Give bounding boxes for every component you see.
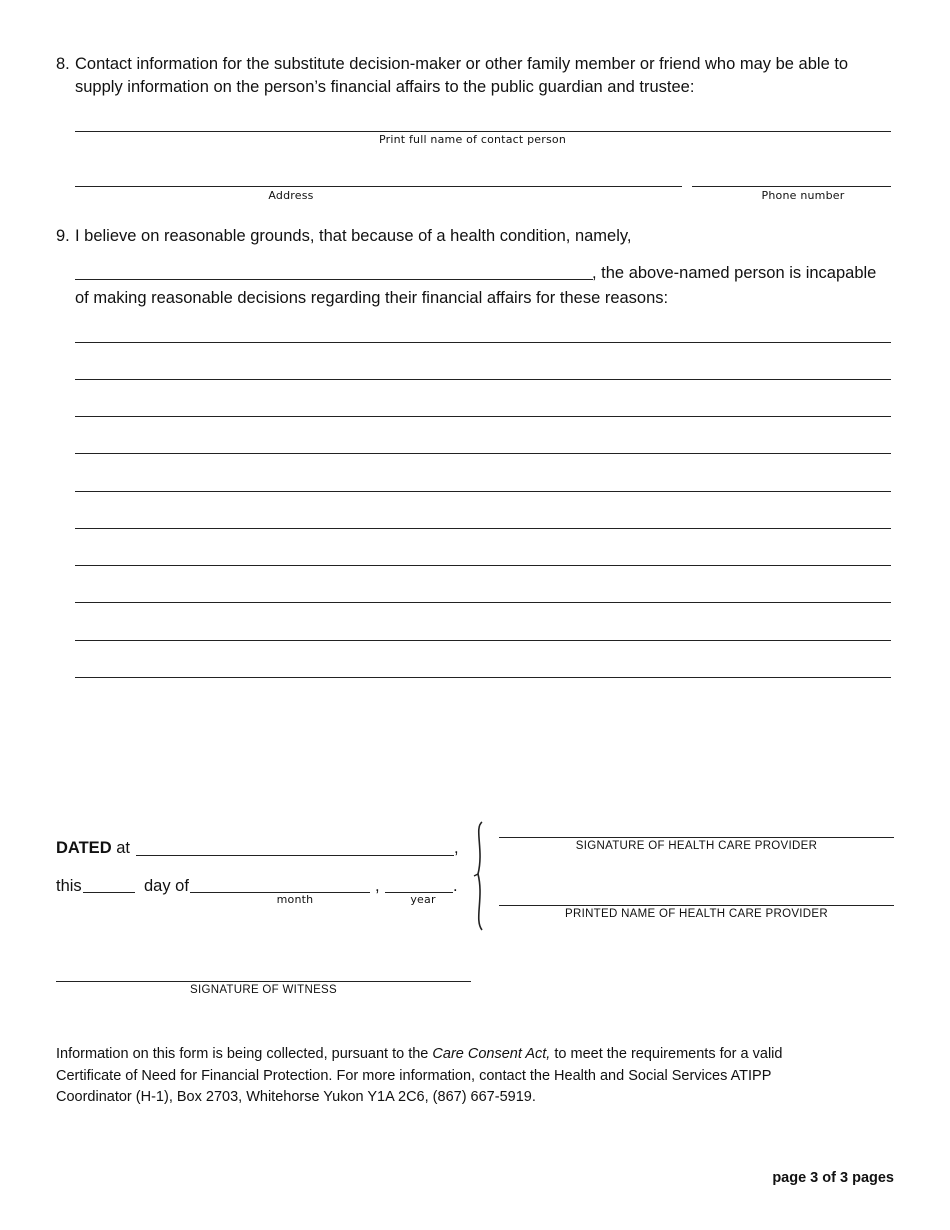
this-label: this [56,877,82,895]
dated-comma: , [454,839,459,857]
q9-number: 9. [56,227,70,245]
reason-line-8[interactable] [75,602,891,603]
q9-text-line3: of making reasonable decisions regarding their financial affairs for these reasons: [75,289,669,307]
reason-line-10[interactable] [75,677,891,678]
reason-line-7[interactable] [75,565,891,566]
q8-text-line1: Contact information for the substitute decision-maker or other family member or friend who may be able to [75,55,849,73]
month-label: month [276,893,314,906]
page-number: page 3 of 3 pages [772,1170,894,1186]
contact-name-label: Print full name of contact person [378,133,566,146]
notice-part1: Information on this form is being collected, pursuant to the [56,1046,433,1062]
privacy-notice [56,1044,782,1109]
health-condition-field[interactable] [75,279,593,280]
day-of-label: day of [144,877,189,895]
notice-line1 [56,1044,782,1066]
reason-line-4[interactable] [75,453,891,454]
dated-at: at [116,839,130,857]
notice-part2: to meet the requirements for a valid [550,1046,783,1062]
reason-line-1[interactable] [75,342,891,343]
q8-text-line2: supply information on the person’s financial affairs to the public guardian and trustee: [75,78,695,96]
contact-phone-field[interactable] [692,186,891,187]
brace-icon [470,820,490,932]
printed-name-label: PRINTED NAME OF HEALTH CARE PROVIDER [565,908,828,920]
reason-line-6[interactable] [75,528,891,529]
contact-address-field[interactable] [75,186,682,187]
reason-line-2[interactable] [75,379,891,380]
reason-line-5[interactable] [75,491,891,492]
dated-bold: DATED [56,839,112,857]
q8-number: 8. [56,55,70,73]
witness-signature-field[interactable] [56,981,471,982]
year-label: year [410,893,436,906]
q9-text-line1: I believe on reasonable grounds, that because of a health condition, namely, [75,227,632,245]
reason-line-9[interactable] [75,640,891,641]
month-comma: , [375,877,380,895]
dated-line [56,837,130,859]
notice-line2: Certificate of Need for Financial Protection. For more information, contact the Health and Social Services ATIPP [56,1067,772,1084]
dated-place-field[interactable] [136,855,454,856]
contact-address-label: Address [268,189,314,202]
year-period: . [453,877,458,895]
notice-line3: Coordinator (H-1), Box 2703, Whitehorse Yukon Y1A 2C6, (867) 667-5919. [56,1089,536,1105]
reason-line-3[interactable] [75,416,891,417]
day-field[interactable] [83,892,135,893]
witness-signature-label: SIGNATURE OF WITNESS [190,984,337,996]
health-provider-signature-field[interactable] [499,837,894,838]
printed-name-field[interactable] [499,905,894,906]
contact-name-field[interactable] [75,131,891,132]
notice-act-name: Care Consent Act, [432,1046,551,1062]
health-provider-signature-label: SIGNATURE OF HEALTH CARE PROVIDER [575,840,818,852]
contact-phone-label: Phone number [761,189,845,202]
q9-text-line2: , the above-named person is incapable [592,264,877,282]
